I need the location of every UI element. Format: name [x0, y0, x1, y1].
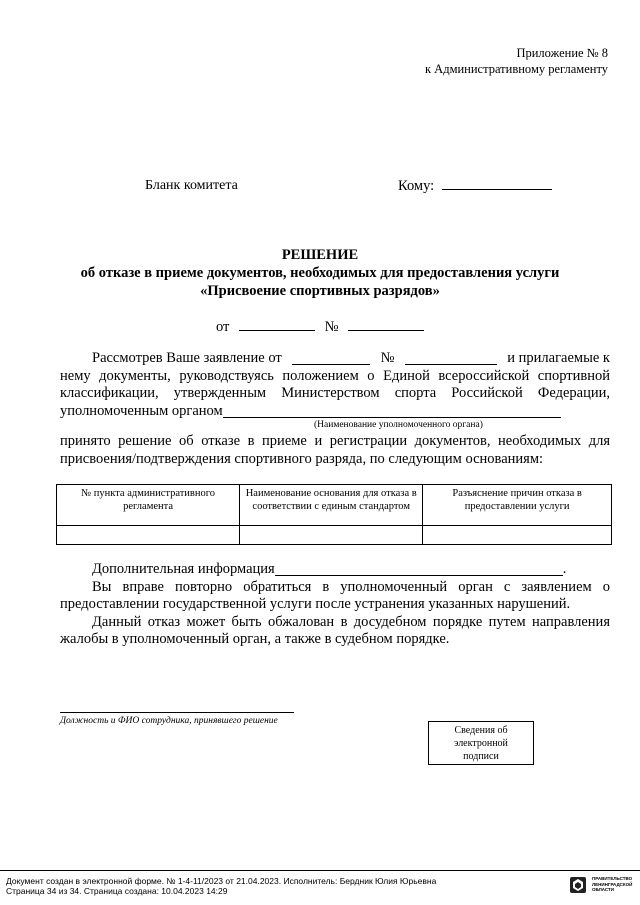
reasons-table	[56, 484, 612, 545]
p1-rest: и прилагаемые к	[507, 350, 610, 366]
paragraph-decision	[60, 433, 610, 468]
organ-name-line	[223, 403, 561, 418]
p1-line-2: нему документы, руководствуясь положением о Единой всероссийской спортивной	[60, 367, 610, 384]
table-header-row	[57, 485, 612, 526]
footer-org-line-3: ОБЛАСТИ	[592, 887, 615, 892]
date-blank-line	[239, 316, 315, 331]
table-row	[57, 526, 612, 545]
paragraph-considered	[60, 350, 610, 420]
header-refusal-explanation: Разъяснение причин отказа в предоставлении услуги	[423, 485, 612, 526]
p1-line-4: уполномоченным органом	[60, 402, 223, 419]
p4-line-2: жалобы в уполномоченный орган, а также в судебном порядке.	[60, 631, 450, 647]
p1-number-label: №	[380, 350, 395, 366]
sigbox-line-1: Сведения об	[454, 725, 508, 736]
p3-line-1: Вы вправе повторно обратиться в уполномоченный орган с заявлением о	[92, 578, 610, 595]
recipient-label: Кому:	[398, 178, 435, 194]
footer-info	[6, 876, 436, 896]
p1-start: Рассмотрев Ваше заявление от	[92, 350, 282, 366]
footer-organization	[592, 876, 632, 893]
coat-of-arms-icon	[569, 876, 587, 894]
number-label: №	[324, 319, 339, 335]
p4-line-1: Данный отказ может быть обжалован в досудебном порядке путем направления	[92, 613, 610, 630]
footer-org-line-1: ПРАВИТЕЛЬСТВО	[592, 876, 633, 881]
table-cell-empty	[57, 526, 240, 545]
footer-org-line-2: ЛЕНИНГРАДСКОЙ	[592, 881, 633, 887]
document-subtitle-2: «Присвоение спортивных разрядов»	[200, 283, 440, 299]
header-refusal-basis: Наименование основания для отказа в соответствии с единым стандартом	[240, 485, 423, 526]
signature-caption: Должность и ФИО сотрудника, принявшего решение	[60, 716, 278, 726]
document-title: РЕШЕНИЕ	[281, 247, 359, 263]
additional-info-line	[275, 561, 563, 576]
signature-line	[60, 712, 294, 713]
p2-line-1: принято решение об отказе в приеме и регистрации документов, необходимых для	[60, 433, 610, 449]
header-clause-number: № пункта административного регламента	[57, 485, 240, 526]
paragraph-additional: Дополнительная информация . Вы вправе повторно обратиться в уполномоченный орган с заявлением о предоставлении государственной услуги после устранения указанных нарушений. Данный отказ может быть обжалован в досудебном порядке путем направления жалобы в уполномоченный орган, а также в судебном порядке.	[60, 561, 610, 647]
document-subtitle-1: об отказе в приеме документов, необходимых для предоставления услуги	[80, 265, 560, 281]
organ-name-caption: (Наименование уполномоченного органа)	[314, 420, 483, 430]
p1-line-3: классификации, утвержденным Министерством спорта Российской Федерации,	[60, 385, 610, 401]
recipient-blank-line	[442, 175, 552, 190]
electronic-signature-box	[428, 721, 534, 765]
footer-line-1: Документ создан в электронной форме. № 1-4-11/2023 от 21.04.2023. Исполнитель: Бердник Юлия Юрьевна	[6, 876, 437, 886]
application-date-line	[292, 350, 370, 365]
date-label: от	[215, 319, 230, 335]
table-cell-empty	[240, 526, 423, 545]
sigbox-line-3: подписи	[463, 751, 499, 762]
appendix-line-1: Приложение № 8	[516, 46, 608, 60]
appendix-line-2: к Административному регламенту	[424, 62, 608, 76]
number-blank-line	[348, 316, 424, 331]
footer-divider	[0, 870, 640, 871]
sigbox-line-2: электронной	[454, 738, 508, 749]
committee-blank-label: Бланк комитета	[145, 178, 238, 193]
additional-info-label: Дополнительная информация	[92, 561, 275, 577]
application-number-line	[405, 350, 497, 365]
recipient-field	[398, 175, 552, 195]
appendix-note	[425, 45, 608, 77]
p2-line-2: присвоения/подтверждения спортивного разряда, по следующим основаниям:	[60, 450, 544, 467]
decision-date-number	[0, 316, 640, 336]
p3-line-2: предоставлении государственной услуги после устранения указанных нарушений.	[60, 596, 571, 612]
footer-line-2: Страница 34 из 34. Страница создана: 10.04.2023 14:29	[6, 886, 228, 896]
table-cell-empty	[423, 526, 612, 545]
